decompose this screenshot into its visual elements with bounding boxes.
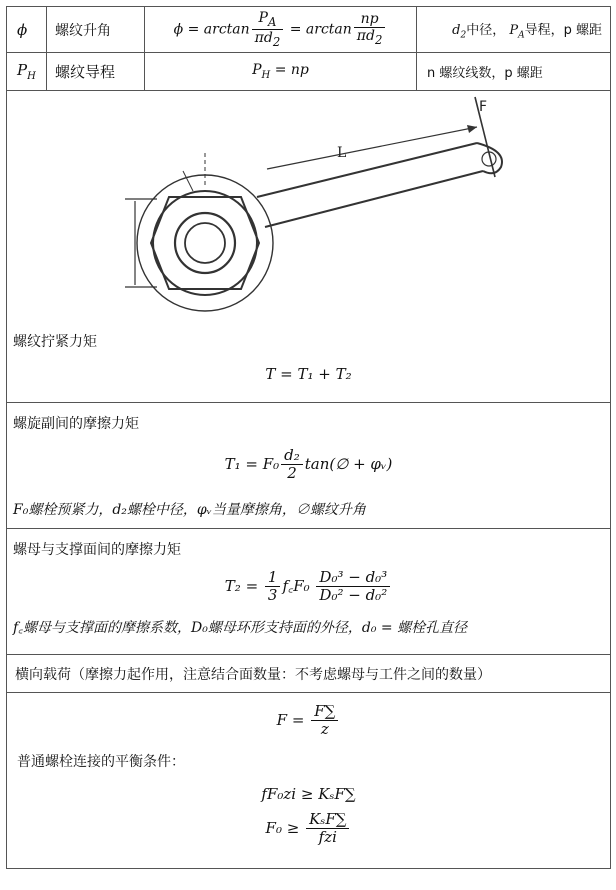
- row-lead: [7, 53, 611, 91]
- wrench-nut-figure: [7, 91, 609, 327]
- balance-condition-label: 普通螺栓连接的平衡条件：: [17, 753, 185, 770]
- formula-lead-angle: [145, 7, 417, 53]
- fraction-pa-pid2: $\frac{P_A}{\pi d_2}$: [252, 10, 284, 49]
- transverse-eq1: F = $\frac{F\sum}{z}$: [7, 693, 610, 739]
- symbol-ph: $P_H$: [7, 53, 47, 91]
- nut-friction-cell: [7, 529, 611, 655]
- row-transverse-eqs: [7, 693, 611, 869]
- desc-lead: n 螺纹线数，p 螺距: [417, 53, 611, 91]
- arrow-head: [467, 125, 477, 133]
- name-lead-angle: 螺纹升角: [47, 7, 145, 53]
- fraction-np-pid2: $\frac{np}{\pi d_2}$: [354, 11, 386, 47]
- label-force: F: [479, 99, 488, 115]
- symbol-phi: ϕ: [7, 7, 47, 53]
- formula-equals: =: [289, 21, 302, 38]
- formula-lead: $P_H$ = np: [145, 53, 417, 91]
- nut-friction-equation: T₂ = $\frac{1}{3}$ f꜀F₀ $\frac{\text{D₀³ − d₀³}}{\text{D₀² − d₀²}}$: [7, 559, 610, 605]
- thread-friction-equation: T₁ = F₀ $\frac{\text{d₂}}{2}$ tan(∅ + φᵥ): [224, 446, 393, 483]
- thread-friction-note: F₀螺栓预紧力，d₂螺栓中径，φᵥ当量摩擦角，∅螺纹升角: [13, 501, 366, 518]
- fraction-ksfsum-fzi: $\frac{\text{KₛF∑}}{\text{fzi}}$: [306, 811, 349, 847]
- formula-arctan-1: arctan: [203, 21, 250, 38]
- fraction-d2-2: $\frac{\text{d₂}}{2}$: [281, 447, 303, 483]
- thread-friction-cell: [7, 403, 611, 529]
- row-thread-friction: [7, 403, 611, 529]
- label-length: L: [337, 145, 347, 161]
- fraction-d0: $\frac{\text{D₀³ − d₀³}}{\text{D₀² − d₀²}}$: [316, 569, 390, 605]
- row-transverse-title: [7, 655, 611, 693]
- formula-arctan-2: arctan: [305, 21, 352, 38]
- figure-cell: [7, 91, 611, 403]
- fraction-fsum-z: $\frac{F\sum}{z}$: [311, 703, 338, 739]
- transverse-eq3: F₀ ≥ $\frac{\text{KₛF∑}}{\text{fzi}}$: [7, 803, 610, 847]
- desc-lead-angle: $d_2$中径， $P_A$导程，p 螺距: [417, 7, 611, 53]
- formula-sheet: [6, 6, 610, 869]
- row-nut-friction: [7, 529, 611, 655]
- formula-table: [6, 6, 611, 869]
- tightening-title: 螺纹拧紧力矩: [13, 334, 97, 350]
- nut-friction-note: f꜀螺母与支撑面的摩擦系数，D₀螺母环形支持面的外径，d₀ = 螺栓孔直径: [13, 619, 468, 636]
- formula-lhs: ϕ =: [173, 21, 200, 38]
- fraction-1-3: $\frac{1}{3}$: [265, 569, 281, 605]
- name-lead: 螺纹导程: [47, 53, 145, 91]
- tightening-equation: T = T₁ + T₂: [265, 365, 352, 383]
- transverse-title: 横向载荷（摩擦力起作用，注意结合面数量：不考虑螺母与工件之间的数量）: [7, 655, 611, 693]
- transverse-eq2: fF₀zi ≥ KₛF∑: [261, 784, 356, 803]
- nut-friction-title: 螺母与支撑面间的摩擦力矩: [13, 542, 181, 558]
- row-figure-tightening: [7, 91, 611, 403]
- thread-friction-title: 螺旋副间的摩擦力矩: [13, 416, 139, 432]
- row-lead-angle: [7, 7, 611, 53]
- transverse-cell: [7, 693, 611, 869]
